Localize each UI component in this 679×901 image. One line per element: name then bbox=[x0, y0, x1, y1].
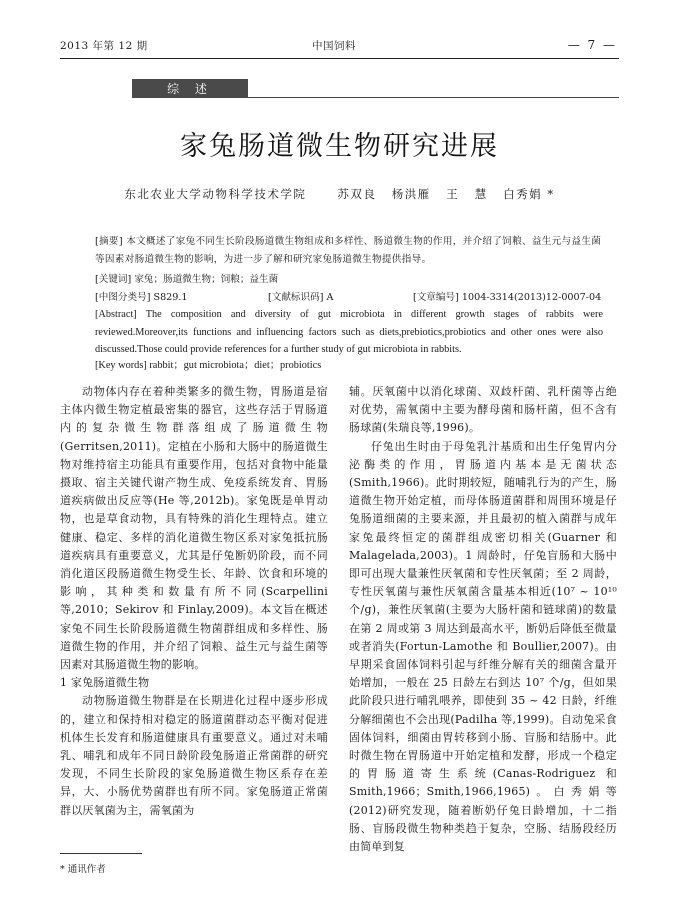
header-rule bbox=[60, 58, 619, 59]
abstract-en: [Abstract] The composition and diversity of gut microbiota in different growth stages of rabbits were reviewed.Moreover,its functions and influencing factors such as diets,prebiotics,probiotics and other ones were also discussed.Those could provide references for a further study of gut microbiota in rabbits. bbox=[95, 309, 603, 355]
page-number: — 7 — bbox=[567, 38, 617, 52]
article-number: [文章编号] 1004-3314(2013)12-0007-04 bbox=[413, 292, 602, 303]
development-paragraph: 仔兔出生时由于母兔乳汁基质和出生仔兔胃内分泌酶类的作用，胃肠道内基本是无菌状态(Smith,1966)。此时期较短，随哺乳行为的产生，肠道微生物开始定植，而母体肠道菌群和周围环境是仔兔肠道细菌的主要来源，并且最初的植入菌群与成年家兔最终恒定的菌群组成密切相关(Guarner 和 Malagelada,2003)。1 周龄时，仔兔盲肠和大肠中即可出现大量兼性厌氧菌和专性厌氧菌；至 2 周龄，专性厌氧菌与兼性厌氧菌含量基本相近(10⁷ ~ 10¹⁰ 个/g)，兼性厌氧菌(主要为大肠杆菌和链球菌)的数量在第 2 周或第 3 周达到最高水平，断奶后降低至微量或者消失(Fortun-Lamothe 和 Boullier,2007)。由早期采食固体饲料引起与纤维分解有关的细菌含量开始增加，一般在 25 日龄左右到达 10⁷ 个/g，但如果此阶段只进行哺乳喂养，即使到 35 ~ 42 日龄，纤维分解细菌也不会出现(Padilha 等,1999)。自动兔采食固体饲料，细菌由胃转移到小肠、盲肠和结肠中。此时微生物在胃肠道中开始定植和发酵，形成一个稳定的胃肠道寄生系统(Canas-Rodriguez 和 Smith,1966；Smith,1966,1965)。白秀娟等(2012)研究发现，随着断奶仔兔日龄增加，十二指肠、盲肠段微生物种类趋于复杂，空肠、结肠段经历由简单到复 bbox=[349, 439, 617, 854]
classification-code: [中图分类号] S829.1 bbox=[95, 292, 188, 303]
issue-label: 2013 年第 12 期 bbox=[60, 40, 148, 52]
body-right-column bbox=[349, 383, 617, 856]
section-rule bbox=[248, 97, 619, 98]
abstract-cn: [摘要] 本文概述了家兔不同生长阶段肠道微生物组成和多样性、肠道微生物的作用，并介绍了饲粮、益生元与益生菌等因素对肠道微生物的影响，为进一步了解和研究家兔肠道微生物提供指导。 bbox=[95, 236, 602, 265]
section-paragraph: 动物肠道微生物群是在长期进化过程中逐步形成的，建立和保持相对稳定的肠道菌群动态平衡对促进机体生长发育和肠道健康具有重要意义。通过对未哺乳、哺乳和成年不同日龄阶段兔肠道正常菌群的研究发现，不同生长阶段的家兔肠道微生物区系存在差异，大、小肠优势菌群也有所不同。家兔肠道正常菌群以厌氧菌为主，需氧菌为 bbox=[60, 694, 328, 817]
section-heading: 1 家兔肠道微生物 bbox=[60, 676, 150, 690]
body-left-column bbox=[60, 383, 328, 820]
footnote-rule bbox=[60, 853, 142, 854]
keywords-en: [Key words] rabbit；gut microbiota；diet；probiotics bbox=[95, 360, 322, 371]
author-line: 东北农业大学动物科学技术学院 苏双良 杨洪雁 王 慧 白秀娟 * bbox=[124, 187, 555, 201]
intro-paragraph: 动物体内存在着种类繁多的微生物，胃肠道是宿主体内微生物定植最密集的器官，这些存活于胃肠道内的复杂微生物群落组成了肠道微生物(Gerritsen,2011)。定植在小肠和大肠中的肠道微生物对维持宿主功能具有重要作用，包括对食物中能量摄取、宿主关键代谢产物生成、免疫系统发育、胃肠道疾病做出反应等(He 等,2012b)。家兔既是单胃动物，也是草食动物，具有特殊的消化生理特点。建立健康、稳定、多样的消化道微生物区系对家兔抵抗肠道疾病具有重要意义，尤其是仔兔断奶阶段，而不同消化道区段肠道微生物受生长、年龄、饮食和环境的影响，其种类和数量有所不同(Scarpellini 等,2010；Sekirov 和 Finlay,2009)。本文旨在概述家兔不同生长阶段肠道微生物菌群组成和多样性、肠道微生物的作用，并介绍了饲粮、益生元与益生菌等因素对其肠道微生物的影响。 bbox=[60, 385, 328, 672]
section-tag: 综 述 bbox=[132, 79, 248, 98]
journal-name: 中国饲料 bbox=[312, 40, 356, 52]
document-code: [文献标识码] A bbox=[268, 292, 334, 303]
article-title: 家兔肠道微生物研究进展 bbox=[180, 131, 499, 162]
keywords-cn: [关键词] 家兔；肠道微生物；饲粮；益生菌 bbox=[95, 274, 279, 285]
continued-paragraph: 辅。厌氧菌中以消化球菌、双歧杆菌、乳杆菌等占绝对优势，需氧菌中主要为酵母菌和肠杆菌，但不含有肠球菌(朱瑞良等,1996)。 bbox=[349, 385, 617, 435]
footnote: * 通讯作者 bbox=[60, 864, 106, 875]
